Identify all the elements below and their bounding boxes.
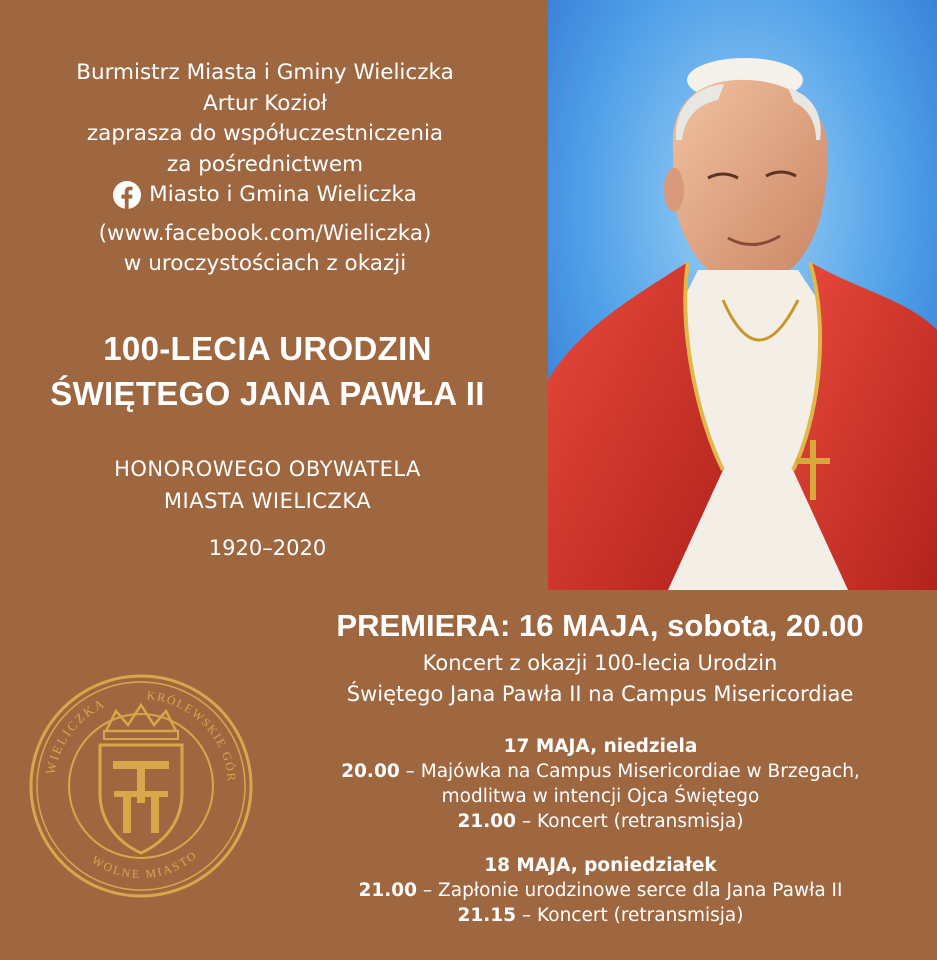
invite-line-4: za pośrednictwem [166,151,364,177]
schedule-day-1-event-1 [268,759,933,784]
event-time: 20.00 [341,761,400,782]
invitation-text [10,58,520,280]
facebook-line [113,180,417,211]
schedule-day-2-date: 18 MAJA, poniedziałek [484,855,717,876]
schedule-day-1-event-2 [268,809,933,834]
event-text: – Zapłonie urodzinowe serce dla Jana Pawła II [417,880,843,901]
concert-line-2: Świętego Jana Pawła II na Campus Misericordiae [346,682,854,706]
subtitle-line-1: HONOROWEGO OBYWATELA [114,457,421,481]
concert-description [255,648,937,710]
invite-line-7: w uroczystościach z okazji [123,251,407,277]
event-time: 21.15 [457,905,517,926]
schedule-day-1-event-1-cont: modlitwa w intencji Ojca Świętego [441,786,760,807]
schedule-day-2-event-1 [268,878,933,903]
invite-line-2: Artur Kozioł [203,90,327,116]
facebook-page-label: Miasto i Gmina Wieliczka [149,182,417,207]
concert-line-1: Koncert z okazji 100-lecia Urodzin [422,651,778,675]
premiere-heading: PREMIERA: 16 MAJA, sobota, 20.00 [336,608,864,643]
seal-text-right: KRÓLEWSKIE GÓR [146,688,240,783]
invite-line-1: Burmistrz Miasta i Gminy Wieliczka [76,60,454,85]
city-seal-icon [28,673,254,899]
title-line-2: ŚWIĘTEGO JANA PAWŁA II [50,375,485,412]
invite-line-3: zaprasza do współuczestniczenia [86,121,444,146]
schedule-day-2-event-2 [268,903,933,928]
subtitle-line-2: MIASTA WIELICZKA [163,489,372,513]
seal-text-left: WIELICZKA [42,695,108,776]
facebook-icon [113,181,141,209]
subtitle [0,453,535,517]
facebook-url: (www.facebook.com/Wieliczka) [98,220,432,246]
event-text: – Majówka na Campus Misericordiae w Brzegach, [399,761,860,782]
event-text: – Koncert (retransmisja) [516,811,744,832]
years: 1920–2020 [208,536,327,560]
event-text: – Koncert (retransmisja) [516,905,744,926]
event-schedule [268,734,933,928]
event-time: 21.00 [358,880,418,901]
portrait-photo [548,0,937,590]
event-time: 21.00 [457,811,517,832]
main-title [0,326,535,416]
title-line-1: 100-LECIA URODZIN [103,330,432,367]
seal-text-bottom: WOLNE MIASTO [89,847,201,882]
schedule-day-1-date: 17 MAJA, niedziela [503,736,698,757]
svg-text:WIELICZKA [43,695,108,776]
